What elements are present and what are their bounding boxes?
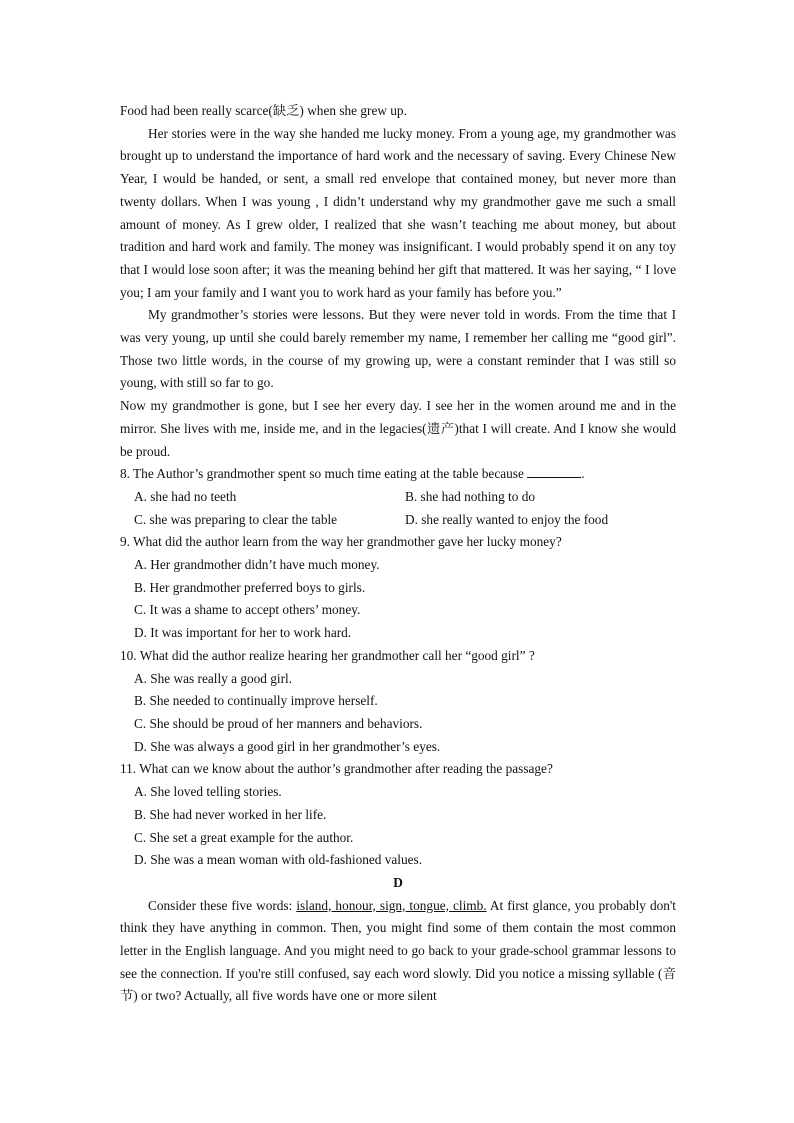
option-d: D. she really wanted to enjoy the food (405, 511, 609, 527)
question-8-text: 8. The Author’s grandmother spent so much time eating at the table because (120, 466, 524, 482)
document-page (120, 100, 676, 1008)
option-a: A. Her grandmother didn’t have much money. (134, 557, 380, 573)
option-b: B. She needed to continually improve herself. (134, 693, 378, 709)
option-b: B. She had never worked in her life. (134, 806, 327, 822)
option-d: D. She was always a good girl in her grandmother’s eyes. (134, 738, 441, 754)
paragraph-food-scarce: Food had been really scarce(缺乏) when she grew up. (120, 103, 407, 118)
question-9 (120, 531, 676, 645)
option-c: C. It was a shame to accept others’ money. (134, 602, 361, 618)
passage-d-paragraph (120, 895, 676, 1009)
question-11 (120, 758, 676, 872)
option-d: D. She was a mean woman with old-fashioned values. (134, 852, 423, 868)
paragraph-stories-lessons: My grandmother’s stories were lessons. But they were never told in words. From the time that I was very young, up until she could barely remember my name, I remember her calling me “good girl”. Those two little words, in the course of my growing up, were a constant reminder that I was still so young, with still so far to go. (120, 307, 676, 391)
question-8-options-row-1 (120, 486, 676, 509)
option-c: C. She should be proud of her manners and behaviors. (134, 715, 423, 731)
section-heading-d: D (393, 874, 403, 890)
paragraph-grandmother-gone: Now my grandmother is gone, but I see her every day. I see her in the women around me and in the mirror. She lives with me, inside me, and in the legacies(遗产)that I will create. And I know she would be proud. (120, 398, 676, 459)
option-c: C. She set a great example for the author. (134, 829, 354, 845)
option-a: A. She was really a good girl. (134, 670, 293, 686)
paragraph-lucky-money: Her stories were in the way she handed me lucky money. From a young age, my grandmother was brought up to understand the importance of hard work and the necessary of saving. Every Chinese New Year, I would be handed, or sent, a small red envelope that contained money, but never more than twenty dollars. When I was young , I didn’t understand why my grandmother gave me such a small amount of money. As I grew older, I realized that she wasn’t teaching me about money, but about tradition and hard work and family. The money was insignificant. I would probably spend it on any toy that I would lose soon after; it was the meaning behind her gift that mattered. It was her saying, “ I love you; I am your family and I want you to work hard as your family has before you.” (120, 125, 676, 300)
option-b: B. Her grandmother preferred boys to girls. (134, 579, 366, 595)
option-a: A. she had no teeth (134, 488, 237, 504)
question-11-stem: 11. What can we know about the author’s grandmother after reading the passage? (120, 761, 553, 777)
question-8 (120, 463, 676, 531)
question-10 (120, 645, 676, 759)
option-d: D. It was important for her to work hard. (134, 625, 352, 641)
underlined-words: island, honour, sign, tongue, climb. (296, 897, 487, 913)
option-b: B. she had nothing to do (405, 488, 536, 504)
question-10-stem: 10. What did the author realize hearing her grandmother call her “good girl” ? (120, 647, 535, 663)
option-a: A. She loved telling stories. (134, 784, 282, 800)
question-8-options-row-2 (120, 509, 676, 532)
question-8-end: . (581, 466, 585, 482)
passage-d-rest: At first glance, you probably don't think they have anything in common. Then, you might find some of them contain the most common letter in the English language. And you might need to go back to your grade-school grammar lessons to see the connection. If you're still confused, say each word slowly. Did you notice a missing syllable (音节) or two? Actually, all five words have one or more silent (120, 897, 676, 1004)
question-9-stem: 9. What did the author learn from the way her grandmother gave her lucky money? (120, 534, 562, 550)
answer-blank (527, 463, 581, 478)
passage-d-lead: Consider these five words: (148, 897, 297, 913)
option-c: C. she was preparing to clear the table (134, 511, 338, 527)
question-8-stem (120, 463, 676, 486)
